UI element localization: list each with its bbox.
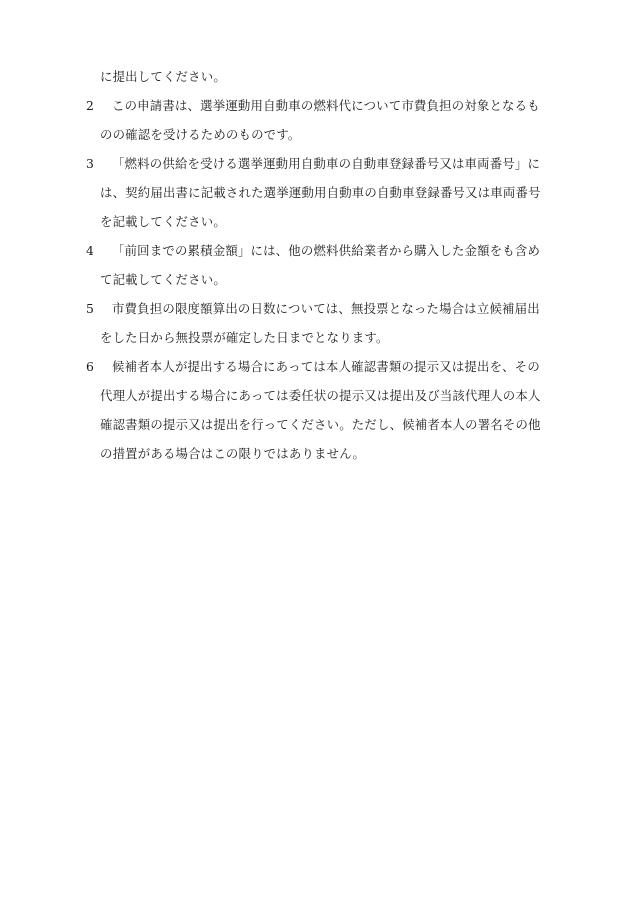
note-number: 4 xyxy=(86,243,95,258)
note-text-continuation: のの確認を受けるためのものです。 xyxy=(100,127,301,142)
note-text-continuation: は、契約届出書に記載された選挙運動用自動車の自動車登録番号又は車両番号 xyxy=(100,185,541,200)
note-text: 「燃料の供給を受ける選挙運動用自動車の自動車登録番号又は車両番号」に xyxy=(112,156,541,171)
note-text-continuation: 確認書類の提示又は提出を行ってください。ただし、候補者本人の署名その他 xyxy=(100,417,541,432)
notes-list xyxy=(86,62,576,468)
note-item-3 xyxy=(86,149,576,178)
note-text-continuation: の措置がある場合はこの限りではありません。 xyxy=(100,446,366,461)
note-text: 候補者本人が提出する場合にあっては本人確認書類の提示又は提出を、その xyxy=(112,359,540,374)
note-text-continuation: をした日から無投票が確定した日までとなります。 xyxy=(100,330,389,345)
note-number: 6 xyxy=(86,359,95,374)
note-text: 「前回までの累積金額」には、他の燃料供給業者から購入した金額をも含め xyxy=(112,243,541,258)
note-item-6 xyxy=(86,352,576,381)
note-number: 2 xyxy=(86,98,95,113)
note-item-4 xyxy=(86,236,576,265)
note-number: 5 xyxy=(86,301,95,316)
note-text-continuation: を記載してください。 xyxy=(100,214,226,229)
note-text: この申請書は、選挙運動用自動車の燃料代について市費負担の対象となるも xyxy=(112,98,540,113)
note-1-continuation: に提出してください。 xyxy=(100,69,226,84)
note-item-2 xyxy=(86,91,576,120)
note-text-continuation: て記載してください。 xyxy=(100,272,226,287)
note-text-continuation: 代理人が提出する場合にあっては委任状の提示又は提出及び当該代理人の本人 xyxy=(100,388,541,403)
note-number: 3 xyxy=(86,156,95,171)
note-text: 市費負担の限度額算出の日数については、無投票となった場合は立候補届出 xyxy=(112,301,540,316)
note-item-5 xyxy=(86,294,576,323)
